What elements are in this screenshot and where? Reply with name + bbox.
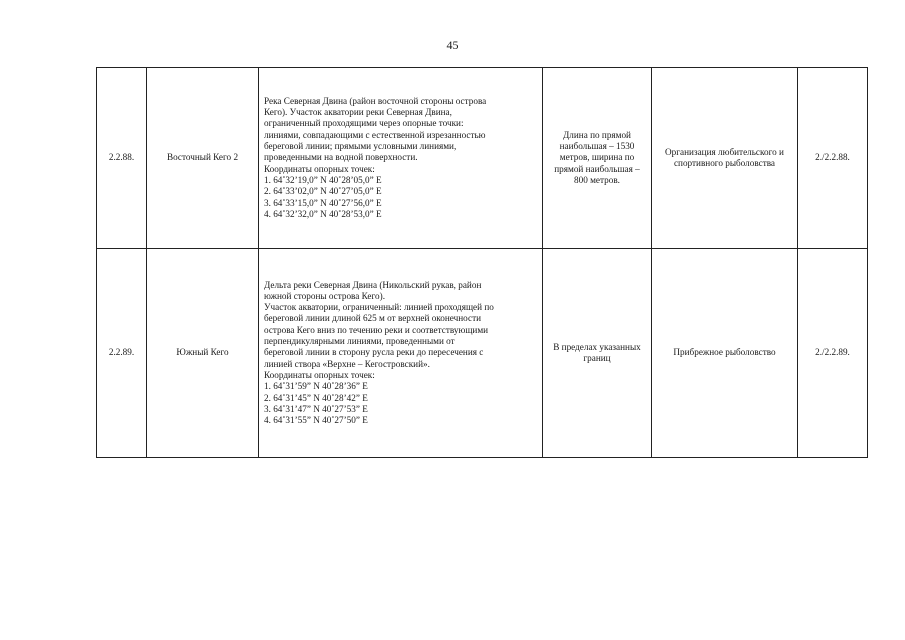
description-line: линией створа «Верхне – Кегостровский». (264, 358, 430, 369)
row-number-cell: 2.2.89. (97, 249, 147, 458)
area-name-cell: Южный Кего (147, 249, 259, 458)
description-line: проведенными на водной поверхности. (264, 152, 418, 163)
row-number-cell: 2.2.88. (97, 68, 147, 249)
area-size-text: В пределах указанных границ (553, 341, 641, 363)
description-line: береговой линии в сторону русла реки до пересечения с (264, 347, 484, 358)
description-line: перпендикулярными линиями, проведенными от (264, 336, 455, 347)
coordinate-line: 1. 64˚32’19,0” N 40˚28’05,0” E (264, 174, 382, 185)
description-line: острова Кего вниз по течению реки и соответствующими (264, 324, 489, 335)
table-row (97, 68, 868, 249)
coordinate-line: 2. 64˚33’02,0” N 40˚27’05,0” E (264, 186, 382, 197)
description-line: Дельта реки Северная Двина (Никольский рукав, район (264, 279, 482, 290)
area-size-text: Длина по прямой наибольшая – 1530 метров, ширина по прямой наибольшая – 800 метров. (554, 129, 640, 185)
page-number: 45 (446, 38, 459, 52)
table-row (97, 249, 868, 458)
coordinate-line: 3. 64˚31’47” N 40˚27’53” E (264, 403, 368, 414)
reference-cell: 2./2.2.88. (798, 68, 868, 249)
area-size-cell (543, 68, 652, 249)
reference-cell: 2./2.2.89. (798, 249, 868, 458)
description-line: Участок акватории, ограниченный: линией проходящей по (264, 302, 494, 313)
description-line: береговой линии длиной 625 м от верхней оконечности (264, 313, 482, 324)
area-purpose-text: Организация любительского и спортивного рыболовства (665, 146, 784, 168)
area-size-cell (543, 249, 652, 458)
description-line: Координаты опорных точек: (264, 369, 375, 380)
fishing-areas-table (96, 67, 868, 458)
description-line: Кего). Участок акватории реки Северная Двина, (264, 107, 452, 118)
coordinate-line: 4. 64˚31’55” N 40˚27’50” E (264, 415, 368, 426)
area-description-cell (259, 249, 543, 458)
coordinate-line: 3. 64˚33’15,0” N 40˚27’56,0” E (264, 197, 382, 208)
description-line: ограниченный проходящими через опорные точки: (264, 118, 464, 129)
description-line: Река Северная Двина (район восточной стороны острова (264, 95, 487, 106)
area-purpose-cell (652, 249, 798, 458)
area-purpose-cell (652, 68, 798, 249)
description-line: Координаты опорных точек: (264, 163, 375, 174)
coordinate-line: 2. 64˚31’45” N 40˚28’42” E (264, 392, 368, 403)
coordinate-line: 1. 64˚31’59” N 40˚28’36” E (264, 381, 368, 392)
area-purpose-text: Прибрежное рыболовство (673, 347, 776, 358)
description-line: линиями, совпадающими с естественной изрезанностью (264, 129, 486, 140)
description-line: южной стороны острова Кего). (264, 290, 385, 301)
description-line: береговой линии; прямыми условными линиями, (264, 141, 457, 152)
area-description-cell (259, 68, 543, 249)
coordinate-line: 4. 64˚32’32,0” N 40˚28’53,0” E (264, 208, 382, 219)
area-name-cell: Восточный Кего 2 (147, 68, 259, 249)
